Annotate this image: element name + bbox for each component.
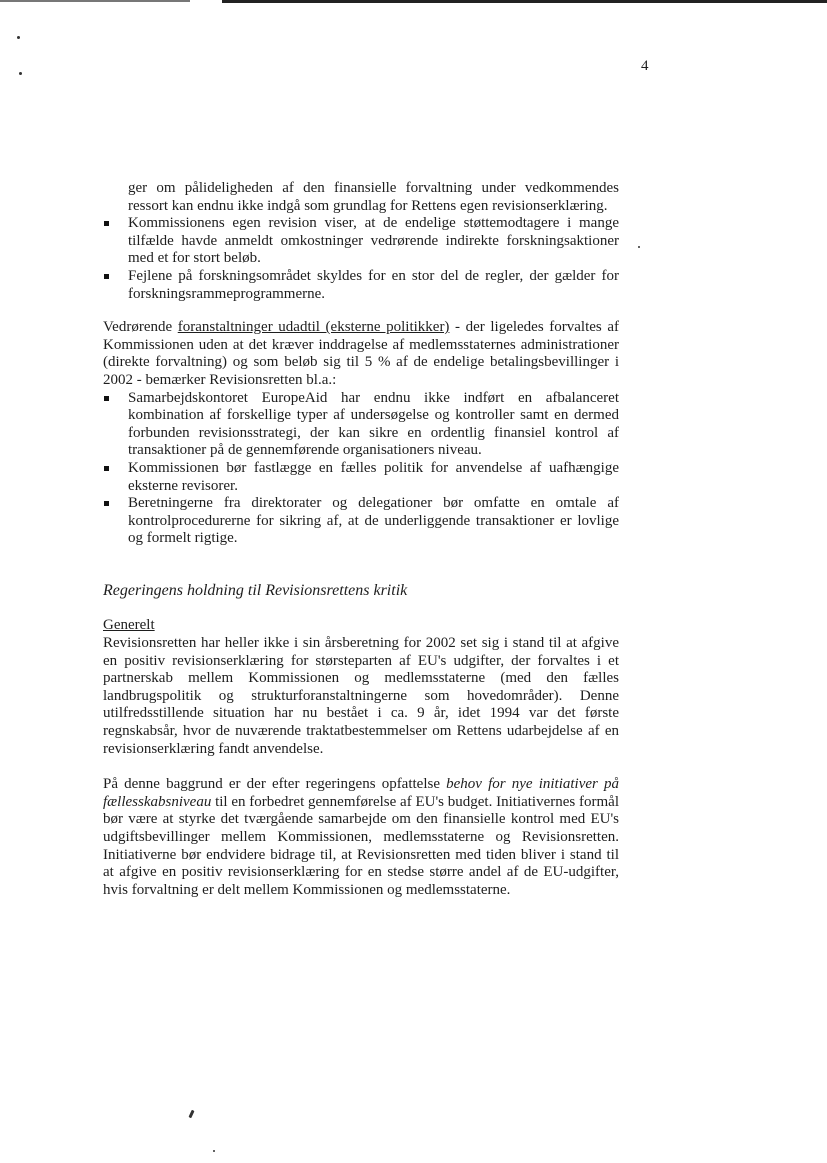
list-item: Kommissionens egen revision viser, at de endelige støttemodtagere i mange tilfælde havde anmeldt omkostninger vedrørende indirekte forskningsaktioner med et for stort beløb. (103, 215, 619, 268)
section-heading: Regeringens holdning til Revisionsrettens kritik (103, 581, 408, 599)
list-item: Fejlene på forskningsområdet skyldes for en stor del de regler, der gælder for forskningsrammeprogrammerne. (103, 268, 619, 303)
scan-edge-artifact (0, 0, 827, 4)
list-item: Samarbejdskontoret EuropeAid har endnu ikke indført en afbalanceret kombination af forskellige typer af undersøgelse og kontroller samt en dermed forbunden revisionsstrategi, der kan sikre en ordentlig finansiel kontrol af transaktioner på de gennemførende organisationers niveau. (103, 390, 619, 460)
scan-mark (188, 1110, 194, 1119)
bullet-icon (104, 274, 109, 279)
subheading: Generelt (103, 617, 155, 634)
scan-speck (19, 72, 22, 75)
body-text (103, 180, 619, 899)
scan-speck (638, 246, 640, 248)
bullet-icon (104, 221, 109, 226)
bullet-list-external (103, 390, 619, 548)
list-item: Kommissionen bør fastlægge en fælles politik for anvendelse af uafhængige eksterne revisorer. (103, 460, 619, 495)
page-number: 4 (641, 58, 649, 74)
underlined-term: foranstaltninger udadtil (eksterne politikker) (177, 319, 450, 336)
bullet-icon (104, 396, 109, 401)
bullet-icon (104, 501, 109, 506)
italic-emphasis: behov for nye initiativer på fællesskabsniveau (103, 776, 619, 810)
scan-speck (17, 36, 20, 39)
paragraph-initiatives: På denne baggrund er der efter regeringens opfattelse behov for nye initiativer på fællesskabsniveau til en forbedret gennemførelse af EU's budget. Initiativernes formål bør være at styrke det tværgående samarbejde om den finansielle kontrol med EU's udgiftsbevillinger mellem Kommissionen, medlemsstaterne og Revisionsretten. Initiativerne bør endvidere bidrage til, at Revisionsretten med tiden bliver i stand til at afgive en positiv revisionserklæring for en stedse større andel af de EU-udgifter, hvis forvaltning er delt mellem Kommissionen og medlemsstaterne. (103, 776, 619, 898)
paragraph-general: Revisionsretten har heller ikke i sin årsberetning for 2002 set sig i stand til at afgive en positiv revisionserklæring for størsteparten af EU's udgifter, der forvaltes i et partnerskab mellem Kommissionen og medlemsstaterne (med den fælles landbrugspolitik og strukturforanstaltningerne som hovedområder). Denne utilfredsstillende situation har nu bestået i ca. 9 år, idet 1994 var det første regnskabsår, hvor de nuværende traktatbestemmelser om Rettens udarbejdelse af en revisionserklæring fandt anvendelse. (103, 635, 619, 757)
bullet-icon (104, 466, 109, 471)
list-item: Beretningerne fra direktorater og delegationer bør omfatte en omtale af kontrolprocedurerne for sikring af, at de underliggende transaktioner er lovlige og formelt rigtige. (103, 495, 619, 548)
paragraph-external-policies: Vedrørende foranstaltninger udadtil (eksterne politikker) - der ligeledes forvaltes af Kommissionen uden at det kræver inddragelse af medlemsstaternes administrationer (direkte forvaltning) og som beløb sig til 5 % af de endelige betalingsbevillinger i 2002 - bemærker Revisionsretten bl.a.: (103, 319, 619, 388)
scan-speck (213, 1150, 215, 1152)
bullet-list-research (103, 215, 619, 303)
paragraph-continuation: ger om pålideligheden af den finansielle forvaltning under vedkommendes ressort kan endnu ikke indgå som grundlag for Rettens egen revisionserklæring. (128, 180, 619, 214)
